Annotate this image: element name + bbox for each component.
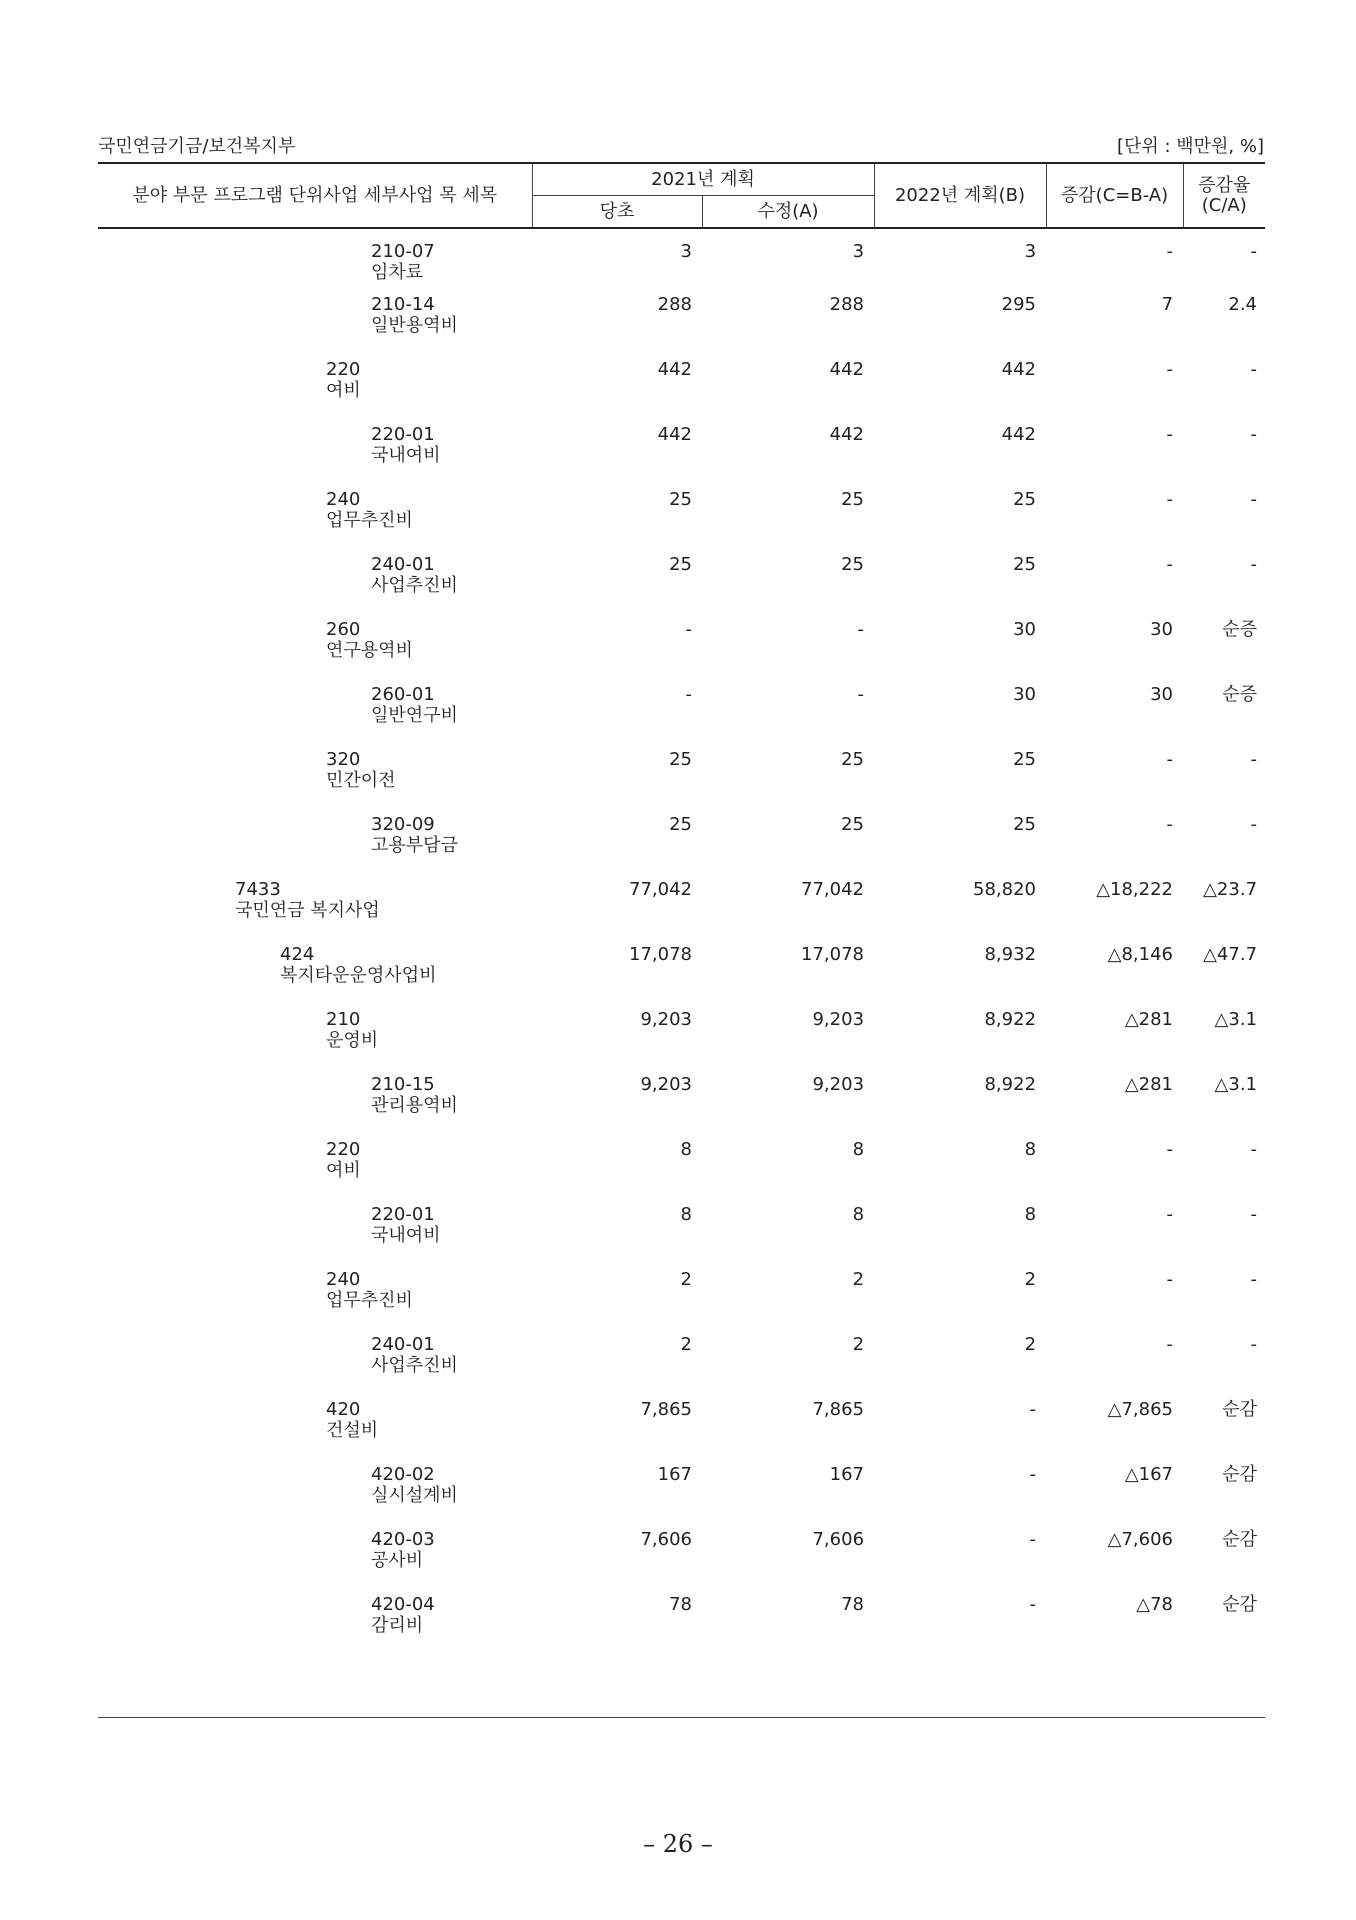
item-name: 국내여비 — [371, 1225, 441, 1246]
rate-value: △3.1 — [1214, 1074, 1258, 1095]
row-item — [98, 1334, 532, 1399]
rate-value: 순증 — [1222, 684, 1258, 705]
row-item — [98, 1529, 532, 1594]
item-name: 국민연금 복지사업 — [235, 900, 380, 921]
change-value: - — [1166, 241, 1174, 262]
original-value: 2 — [680, 1269, 692, 1290]
change-value: △281 — [1124, 1074, 1174, 1095]
revised-value: 8 — [852, 1204, 865, 1225]
plan-2022-value: 2 — [1024, 1334, 1037, 1355]
item-code: 424 — [280, 944, 315, 965]
item-code: 210-07 — [371, 241, 435, 262]
item-code: 210-14 — [371, 294, 435, 315]
item-code: 320-09 — [371, 814, 435, 835]
change-value: △167 — [1124, 1464, 1174, 1485]
table-row — [98, 944, 1265, 1009]
change-value: 30 — [1150, 619, 1174, 640]
plan-2022-value: - — [1029, 1464, 1037, 1485]
original-value: - — [685, 684, 692, 705]
table-row — [98, 814, 1265, 879]
row-item — [98, 1074, 532, 1139]
item-code: 420-02 — [371, 1464, 435, 1485]
item-code: 240 — [326, 489, 361, 510]
item-name: 실시설계비 — [371, 1485, 458, 1506]
item-name: 일반연구비 — [371, 705, 458, 726]
plan-2022-value: 8,922 — [984, 1009, 1037, 1030]
original-value: 78 — [669, 1594, 692, 1615]
item-name: 사업추진비 — [371, 1355, 458, 1376]
revised-value: 442 — [829, 424, 865, 445]
original-value: 25 — [669, 814, 692, 835]
revised-value: 288 — [829, 294, 865, 315]
revised-value: 25 — [841, 814, 865, 835]
table-row — [98, 1139, 1265, 1204]
table-header — [98, 163, 1265, 228]
item-code: 240-01 — [371, 1334, 435, 1355]
change-value: - — [1166, 554, 1174, 575]
plan-2022-value: 25 — [1013, 489, 1037, 510]
change-value: - — [1166, 489, 1174, 510]
item-name: 일반용역비 — [371, 315, 458, 336]
original-value: 25 — [669, 489, 692, 510]
row-item — [98, 1269, 532, 1334]
item-name: 연구용역비 — [326, 640, 413, 661]
table-row — [98, 1269, 1265, 1334]
plan-2022-value: 8,922 — [984, 1074, 1037, 1095]
row-item — [98, 1399, 532, 1464]
table-row — [98, 1464, 1265, 1529]
item-code: 240 — [326, 1269, 361, 1290]
rate-value: - — [1250, 241, 1258, 262]
rate-value: - — [1250, 1204, 1258, 1225]
table-row — [98, 228, 1265, 294]
plan-2022-value: - — [1029, 1594, 1037, 1615]
change-value: △18,222 — [1096, 879, 1174, 900]
plan-2022-value: - — [1029, 1529, 1037, 1550]
table-row — [98, 879, 1265, 944]
row-item — [98, 1009, 532, 1074]
row-item — [98, 879, 532, 944]
row-item — [98, 554, 532, 619]
change-value: △7,606 — [1107, 1529, 1174, 1550]
item-name: 국내여비 — [371, 445, 441, 466]
rate-value: - — [1250, 1334, 1258, 1355]
change-value: - — [1166, 749, 1174, 770]
budget-table — [98, 162, 1265, 1659]
item-name: 여비 — [326, 380, 361, 401]
item-name: 임차료 — [371, 262, 424, 283]
plan-2022-value: 8 — [1024, 1139, 1037, 1160]
item-code: 220-01 — [371, 424, 435, 445]
rate-header — [1183, 163, 1265, 228]
rate-value: △3.1 — [1214, 1009, 1258, 1030]
table-row — [98, 1594, 1265, 1659]
item-code: 420-04 — [371, 1594, 435, 1615]
table-row — [98, 554, 1265, 619]
original-value: 17,078 — [629, 944, 692, 965]
item-name: 사업추진비 — [371, 575, 458, 596]
item-name: 복지타운운영사업비 — [280, 965, 437, 986]
rate-value: △47.7 — [1203, 944, 1258, 965]
plan-2022-header: 2022년 계획(B) — [874, 163, 1046, 228]
rate-value: - — [1250, 814, 1258, 835]
table-row — [98, 749, 1265, 814]
revised-value: 167 — [829, 1464, 865, 1485]
item-code: 420 — [326, 1399, 361, 1420]
rate-value: 순감 — [1222, 1594, 1258, 1615]
change-value: △78 — [1136, 1594, 1174, 1615]
change-value: - — [1166, 1204, 1174, 1225]
plan-2022-value: 295 — [1001, 294, 1037, 315]
row-item — [98, 359, 532, 424]
row-item — [98, 1139, 532, 1204]
row-item — [98, 944, 532, 1009]
table-row — [98, 1529, 1265, 1594]
rate-value: - — [1250, 359, 1258, 380]
row-item — [98, 749, 532, 814]
table-row — [98, 424, 1265, 489]
plan-2022-value: 2 — [1024, 1269, 1037, 1290]
revised-value: 3 — [852, 241, 865, 262]
change-value: 7 — [1161, 294, 1174, 315]
original-value: 25 — [669, 554, 692, 575]
change-value: - — [1166, 1139, 1174, 1160]
plan-2022-value: 58,820 — [973, 879, 1037, 900]
revised-value: 442 — [829, 359, 865, 380]
table-row — [98, 359, 1265, 424]
change-value: △8,146 — [1107, 944, 1174, 965]
item-code: 220-01 — [371, 1204, 435, 1225]
plan-2022-value: 8,932 — [984, 944, 1037, 965]
item-code: 220 — [326, 1139, 361, 1160]
page-number: – 26 – — [643, 1830, 713, 1858]
plan-2022-value: 25 — [1013, 554, 1037, 575]
original-value: 25 — [669, 749, 692, 770]
rate-header-top: 증감율 — [1198, 174, 1251, 196]
original-header: 당초 — [532, 196, 702, 229]
table-source-label: 국민연금기금/보건복지부 — [98, 136, 296, 157]
category-column-header: 분야 부문 프로그램 단위사업 세부사업 목 세목 — [98, 163, 532, 228]
revised-value: 9,203 — [812, 1009, 865, 1030]
plan-2022-value: 30 — [1013, 684, 1037, 705]
item-code: 220 — [326, 359, 361, 380]
plan-2022-value: 25 — [1013, 749, 1037, 770]
change-value: - — [1166, 1269, 1174, 1290]
item-name: 업무추진비 — [326, 1290, 413, 1311]
row-item — [98, 489, 532, 554]
rate-value: - — [1250, 424, 1258, 445]
change-header: 증감(C=B-A) — [1046, 163, 1183, 228]
table-row — [98, 294, 1265, 359]
original-value: 3 — [680, 241, 692, 262]
item-code: 260 — [326, 619, 361, 640]
original-value: 288 — [657, 294, 692, 315]
row-item — [98, 228, 532, 294]
row-item — [98, 814, 532, 879]
rate-value: 순감 — [1222, 1399, 1258, 1420]
revised-value: 25 — [841, 489, 865, 510]
plan-2021-header: 2021년 계획 — [532, 163, 874, 196]
rate-header-bottom: (C/A) — [1201, 194, 1247, 216]
table-row — [98, 1074, 1265, 1139]
item-name: 건설비 — [326, 1420, 379, 1441]
revised-value: 2 — [852, 1269, 865, 1290]
row-item — [98, 294, 532, 359]
change-value: - — [1166, 814, 1174, 835]
row-item — [98, 684, 532, 749]
original-value: 7,865 — [640, 1399, 692, 1420]
revised-value: 78 — [841, 1594, 865, 1615]
item-name: 고용부담금 — [371, 835, 458, 856]
item-code: 240-01 — [371, 554, 435, 575]
row-item — [98, 424, 532, 489]
table-row — [98, 489, 1265, 554]
plan-2022-value: 442 — [1001, 359, 1037, 380]
revised-header: 수정(A) — [702, 196, 874, 229]
plan-2022-value: - — [1029, 1399, 1037, 1420]
revised-value: 9,203 — [812, 1074, 865, 1095]
item-code: 260-01 — [371, 684, 435, 705]
item-name: 업무추진비 — [326, 510, 413, 531]
change-value: △281 — [1124, 1009, 1174, 1030]
unit-label: [단위 : 백만원, %] — [1116, 136, 1264, 157]
original-value: 77,042 — [629, 879, 692, 900]
item-code: 420-03 — [371, 1529, 435, 1550]
change-value: △7,865 — [1107, 1399, 1174, 1420]
original-value: 442 — [657, 424, 692, 445]
row-item — [98, 619, 532, 684]
item-name: 여비 — [326, 1160, 361, 1181]
item-name: 민간이전 — [326, 770, 396, 791]
rate-value: - — [1250, 554, 1258, 575]
plan-2022-value: 30 — [1013, 619, 1037, 640]
table-row — [98, 1009, 1265, 1074]
item-name: 감리비 — [371, 1615, 424, 1636]
rate-value: △23.7 — [1203, 879, 1258, 900]
original-value: 167 — [657, 1464, 692, 1485]
original-value: 442 — [657, 359, 692, 380]
revised-value: - — [857, 684, 865, 705]
item-code: 7433 — [235, 879, 281, 900]
row-item — [98, 1204, 532, 1269]
original-value: 2 — [680, 1334, 692, 1355]
item-name: 관리용역비 — [371, 1095, 458, 1116]
rate-value: 순감 — [1222, 1464, 1258, 1485]
revised-value: 8 — [852, 1139, 865, 1160]
revised-value: 77,042 — [801, 879, 865, 900]
revised-value: 7,606 — [812, 1529, 865, 1550]
plan-2022-value: 25 — [1013, 814, 1037, 835]
row-item — [98, 1594, 532, 1659]
revised-value: 25 — [841, 554, 865, 575]
change-value: - — [1166, 1334, 1174, 1355]
original-value: 9,203 — [640, 1009, 692, 1030]
revised-value: 17,078 — [801, 944, 865, 965]
revised-value: 2 — [852, 1334, 865, 1355]
table-row — [98, 1334, 1265, 1399]
plan-2022-value: 8 — [1024, 1204, 1037, 1225]
table-row — [98, 684, 1265, 749]
item-name: 운영비 — [326, 1030, 379, 1051]
bottom-rule — [98, 1717, 1265, 1718]
plan-2022-value: 3 — [1024, 241, 1037, 262]
rate-value: 2.4 — [1228, 294, 1258, 315]
rate-value: 순감 — [1222, 1529, 1258, 1550]
change-value: 30 — [1150, 684, 1174, 705]
item-code: 210-15 — [371, 1074, 435, 1095]
revised-value: 7,865 — [812, 1399, 865, 1420]
rate-value: - — [1250, 1139, 1258, 1160]
revised-value: 25 — [841, 749, 865, 770]
original-value: - — [685, 619, 692, 640]
rate-value: - — [1250, 749, 1258, 770]
table-row — [98, 1399, 1265, 1464]
table-body — [98, 228, 1265, 1659]
change-value: - — [1166, 424, 1174, 445]
item-code: 210 — [326, 1009, 361, 1030]
rate-value: - — [1250, 489, 1258, 510]
original-value: 9,203 — [640, 1074, 692, 1095]
rate-value: - — [1250, 1269, 1258, 1290]
rate-value: 순증 — [1222, 619, 1258, 640]
revised-value: - — [857, 619, 865, 640]
change-value: - — [1166, 359, 1174, 380]
original-value: 8 — [680, 1139, 692, 1160]
table-row — [98, 619, 1265, 684]
row-item — [98, 1464, 532, 1529]
original-value: 8 — [680, 1204, 692, 1225]
item-code: 320 — [326, 749, 361, 770]
table-row — [98, 1204, 1265, 1269]
item-name: 공사비 — [371, 1550, 424, 1571]
original-value: 7,606 — [640, 1529, 692, 1550]
plan-2022-value: 442 — [1001, 424, 1037, 445]
